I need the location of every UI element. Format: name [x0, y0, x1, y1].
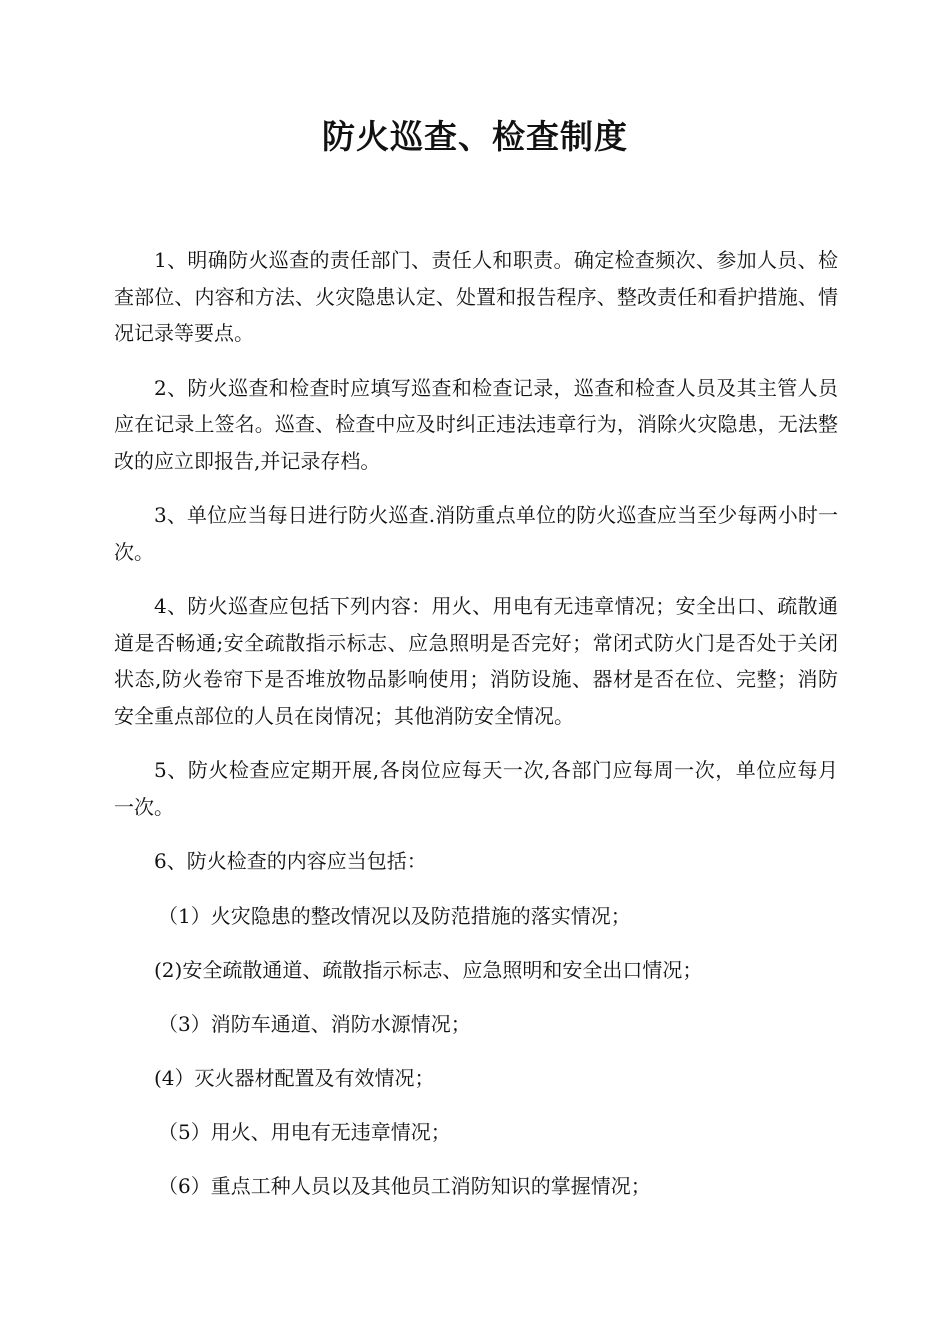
page-title: 防火巡查、检查制度 [322, 117, 628, 156]
list-item: （1）火灾隐患的整改情况以及防范措施的落实情况； [158, 903, 631, 928]
paragraph-6: 6、防火检查的内容应当包括： [154, 849, 427, 873]
list-item: (4）灭火器材配置及有效情况； [154, 1065, 435, 1090]
paragraph-2: 2、防火巡查和检查时应填写巡查和检查记录，巡查和检查人员及其主管人员应在记录上签名。巡查、检查中应及时纠正违法违章行为，消除火灾隐患，无法整改的应立即报告,并记录存档。 [114, 375, 838, 473]
paragraph-3: 3、单位应当每日进行防火巡查.消防重点单位的防火巡查应当至少每两小时一次。 [114, 503, 838, 564]
list-item: （3）消防车通道、消防水源情况； [158, 1011, 471, 1036]
list-item: （5）用火、用电有无违章情况； [158, 1119, 451, 1144]
paragraph-1: 1、明确防火巡查的责任部门、责任人和职责。确定检查频次、参加人员、检查部位、内容和方法、火灾隐患认定、处置和报告程序、整改责任和看护措施、情况记录等要点。 [114, 248, 838, 345]
list-item: (2)安全疏散通道、疏散指示标志、应急照明和安全出口情况； [154, 957, 703, 982]
paragraph-5: 5、防火检查应定期开展,各岗位应每天一次,各部门应每周一次，单位应每月一次。 [114, 758, 838, 819]
list-item: （6）重点工种人员以及其他员工消防知识的掌握情况； [158, 1173, 651, 1198]
document-body [114, 242, 838, 1222]
paragraph-4: 4、防火巡查应包括下列内容：用火、用电有无违章情况；安全出口、疏散通道是否畅通;安全疏散指示标志、应急照明是否完好；常闭式防火门是否处于关闭状态,防火卷帘下是否堆放物品影响使用；消防设施、器材是否在位、完整；消防安全重点部位的人员在岗情况；其他消防安全情况。 [114, 594, 838, 728]
